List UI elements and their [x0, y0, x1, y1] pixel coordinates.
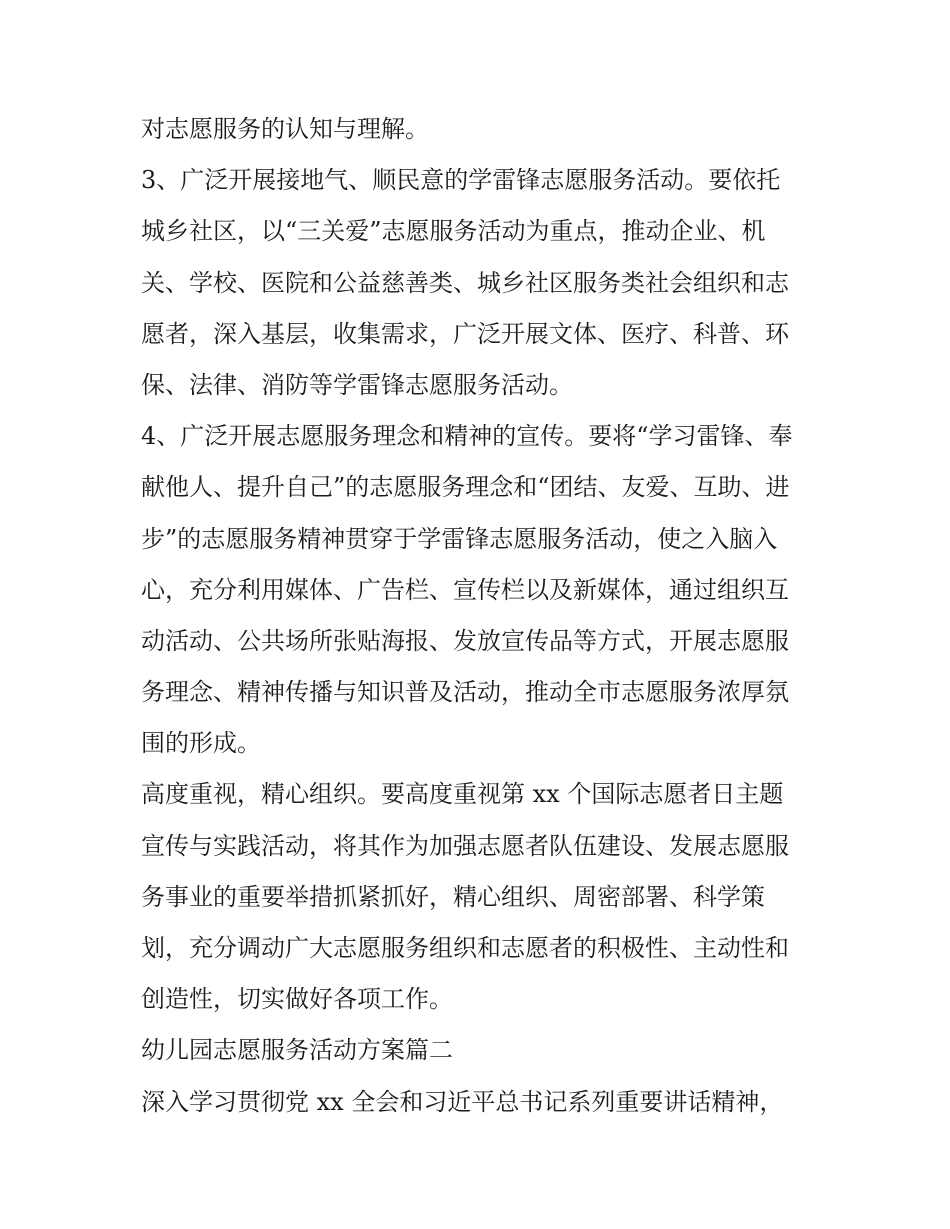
text-line: 保、法律、消防等学雷锋志愿服务活动。: [141, 370, 573, 399]
text-line: 划，充分调动广大志愿服务组织和志愿者的积极性、主动性和: [141, 934, 789, 962]
text-line: 动活动、公共场所张贴海报、发放宣传品等方式，开展志愿服: [141, 626, 789, 655]
text-line: 步”的志愿服务精神贯穿于学雷锋志愿服务活动，使之入脑入: [141, 524, 778, 553]
text-line: 4、广泛开展志愿服务理念和精神的宣传。要将“学习雷锋、奉: [141, 422, 793, 451]
text-line: 对志愿服务的认知与理解。: [141, 115, 429, 143]
text-line: 愿者，深入基层，收集需求，广泛开展文体、医疗、科普、环: [141, 319, 789, 348]
text-line: 围的形成。: [141, 729, 261, 758]
text-line: 深入学习贯彻党 xx 全会和习近平总书记系列重要讲话精神，: [141, 1087, 784, 1116]
text-line: 献他人、提升自己”的志愿服务理念和“团结、友爱、互助、进: [141, 473, 790, 502]
document-body: [141, 104, 816, 1128]
text-line: 务事业的重要举措抓紧抓好，精心组织、周密部署、科学策: [141, 882, 765, 911]
text-line: 关、学校、医院和公益慈善类、城乡社区服务类社会组织和志: [141, 268, 789, 297]
text-line: 宣传与实践活动，将其作为加强志愿者队伍建设、发展志愿服: [141, 831, 789, 860]
text-line: 高度重视，精心组织。要高度重视第 xx 个国际志愿者日主题: [141, 780, 784, 809]
text-line: 务理念、精神传播与知识普及活动，推动全市志愿服务浓厚氛: [141, 678, 789, 707]
text-line: 创造性，切实做好各项工作。: [141, 985, 453, 1014]
section-heading: 幼儿园志愿服务活动方案篇二: [141, 1036, 453, 1065]
text-line: 3、广泛开展接地气、顺民意的学雷锋志愿服务活动。要依托: [141, 166, 781, 195]
text-line: 城乡社区，以“三关爱”志愿服务活动为重点，推动企业、机: [141, 217, 766, 246]
text-line: 心，充分利用媒体、广告栏、宣传栏以及新媒体，通过组织互: [141, 575, 789, 604]
